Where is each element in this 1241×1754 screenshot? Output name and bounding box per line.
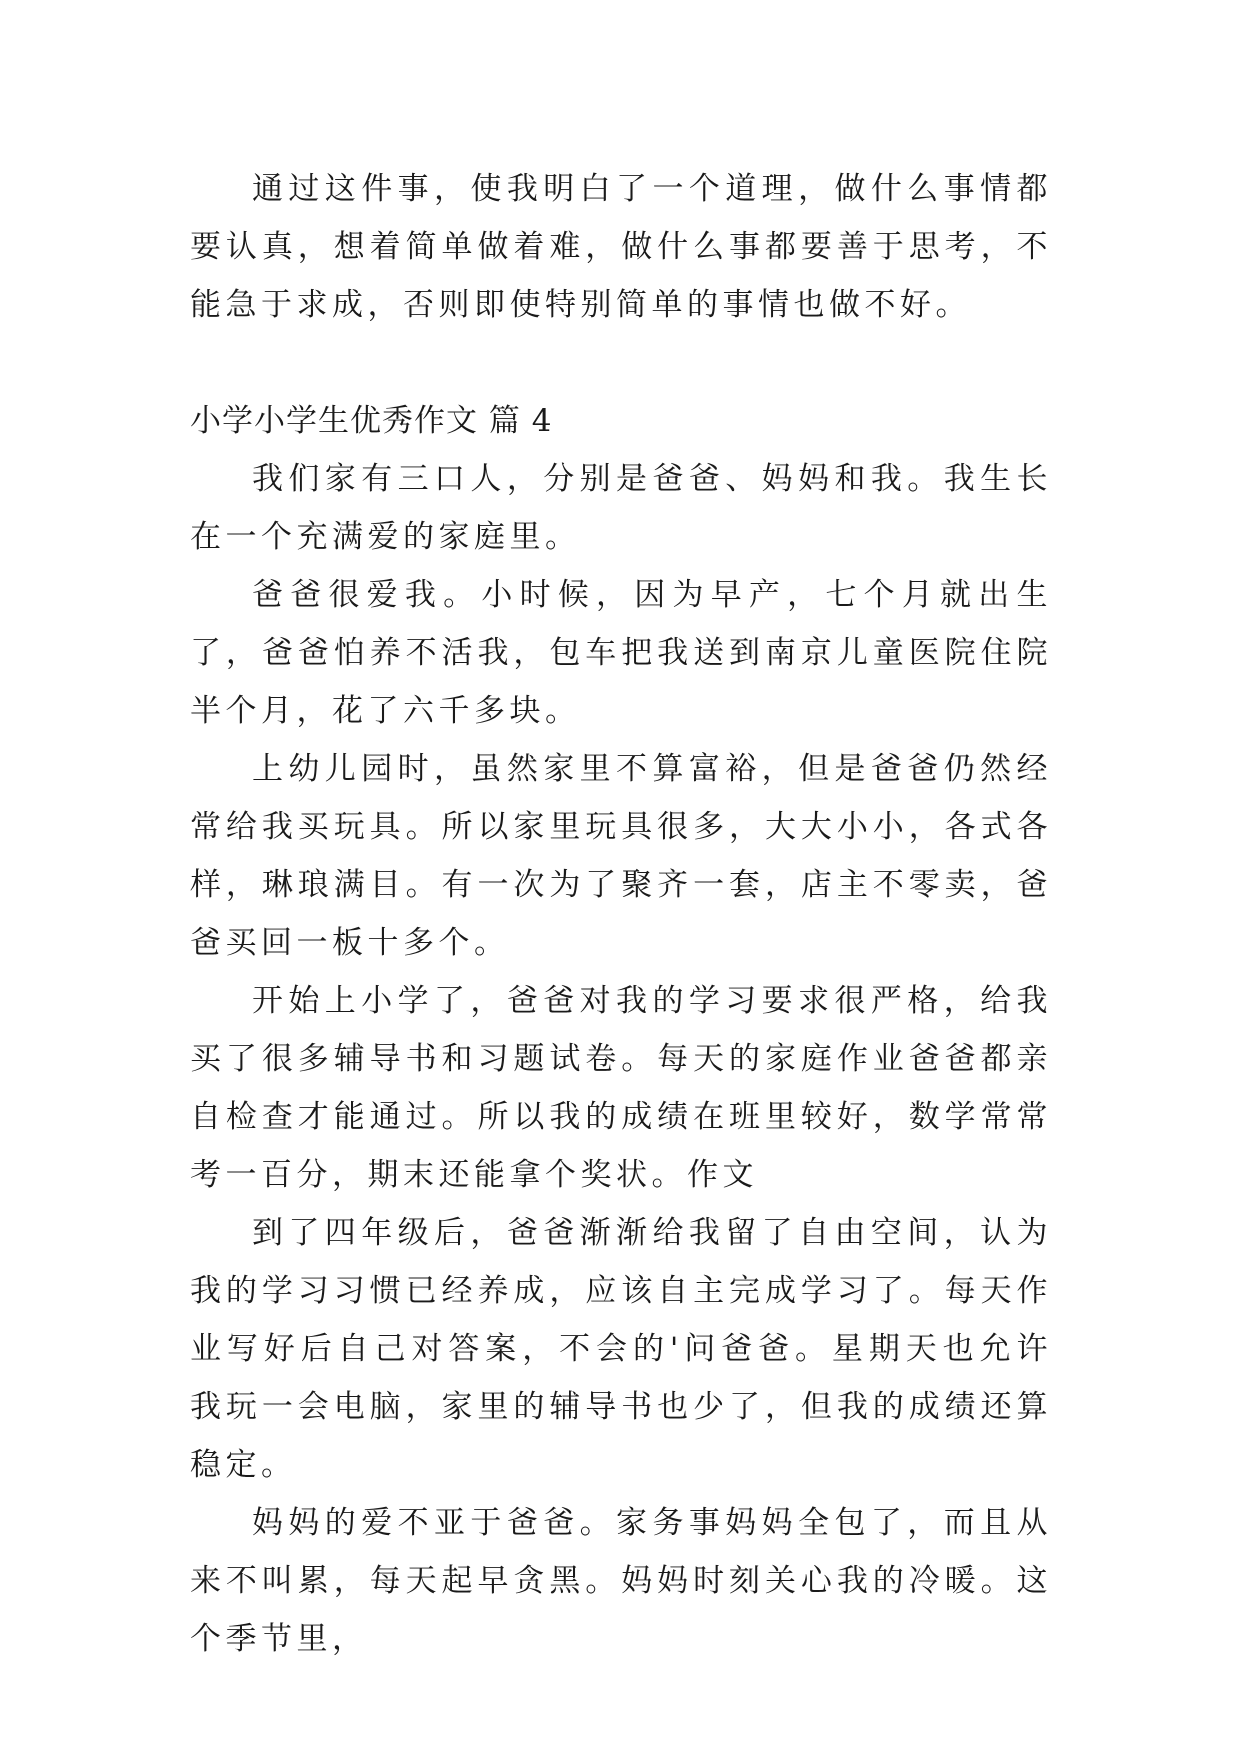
document-body xyxy=(190,160,1052,1668)
paragraph-father-toys: 上幼儿园时，虽然家里不算富裕，但是爸爸仍然经常给我买玩具。所以家里玩具很多，大大小小，各式各样，琳琅满目。有一次为了聚齐一套，店主不零卖，爸爸买回一板十多个。 xyxy=(190,751,1052,961)
section-spacer xyxy=(190,334,1052,392)
section-heading: 小学小学生优秀作文 篇 4 xyxy=(190,403,553,439)
paragraph-mother: 妈妈的爱不亚于爸爸。家务事妈妈全包了，而且从来不叫累，每天起早贪黑。妈妈时刻关心我的冷暖。这个季节里， xyxy=(190,1505,1052,1657)
paragraph-conclusion: 通过这件事，使我明白了一个道理，做什么事情都要认真，想着简单做着难，做什么事都要善于思考，不能急于求成，否则即使特别简单的事情也做不好。 xyxy=(190,171,1052,323)
paragraph-family: 我们家有三口人，分别是爸爸、妈妈和我。我生长在一个充满爱的家庭里。 xyxy=(190,461,1052,555)
paragraph-fourth-grade: 到了四年级后，爸爸渐渐给我留了自由空间，认为我的学习习惯已经养成，应该自主完成学习了。每天作业写好后自己对答案，不会的'问爸爸。星期天也允许我玩一会电脑，家里的辅导书也少了，但我的成绩还算稳定。 xyxy=(190,1215,1052,1483)
paragraph-father-study: 开始上小学了，爸爸对我的学习要求很严格，给我买了很多辅导书和习题试卷。每天的家庭作业爸爸都亲自检查才能通过。所以我的成绩在班里较好，数学常常考一百分，期末还能拿个奖状。作文 xyxy=(190,983,1052,1193)
paragraph-father-birth: 爸爸很爱我。小时候，因为早产，七个月就出生了，爸爸怕养不活我，包车把我送到南京儿童医院住院半个月，花了六千多块。 xyxy=(190,577,1052,729)
